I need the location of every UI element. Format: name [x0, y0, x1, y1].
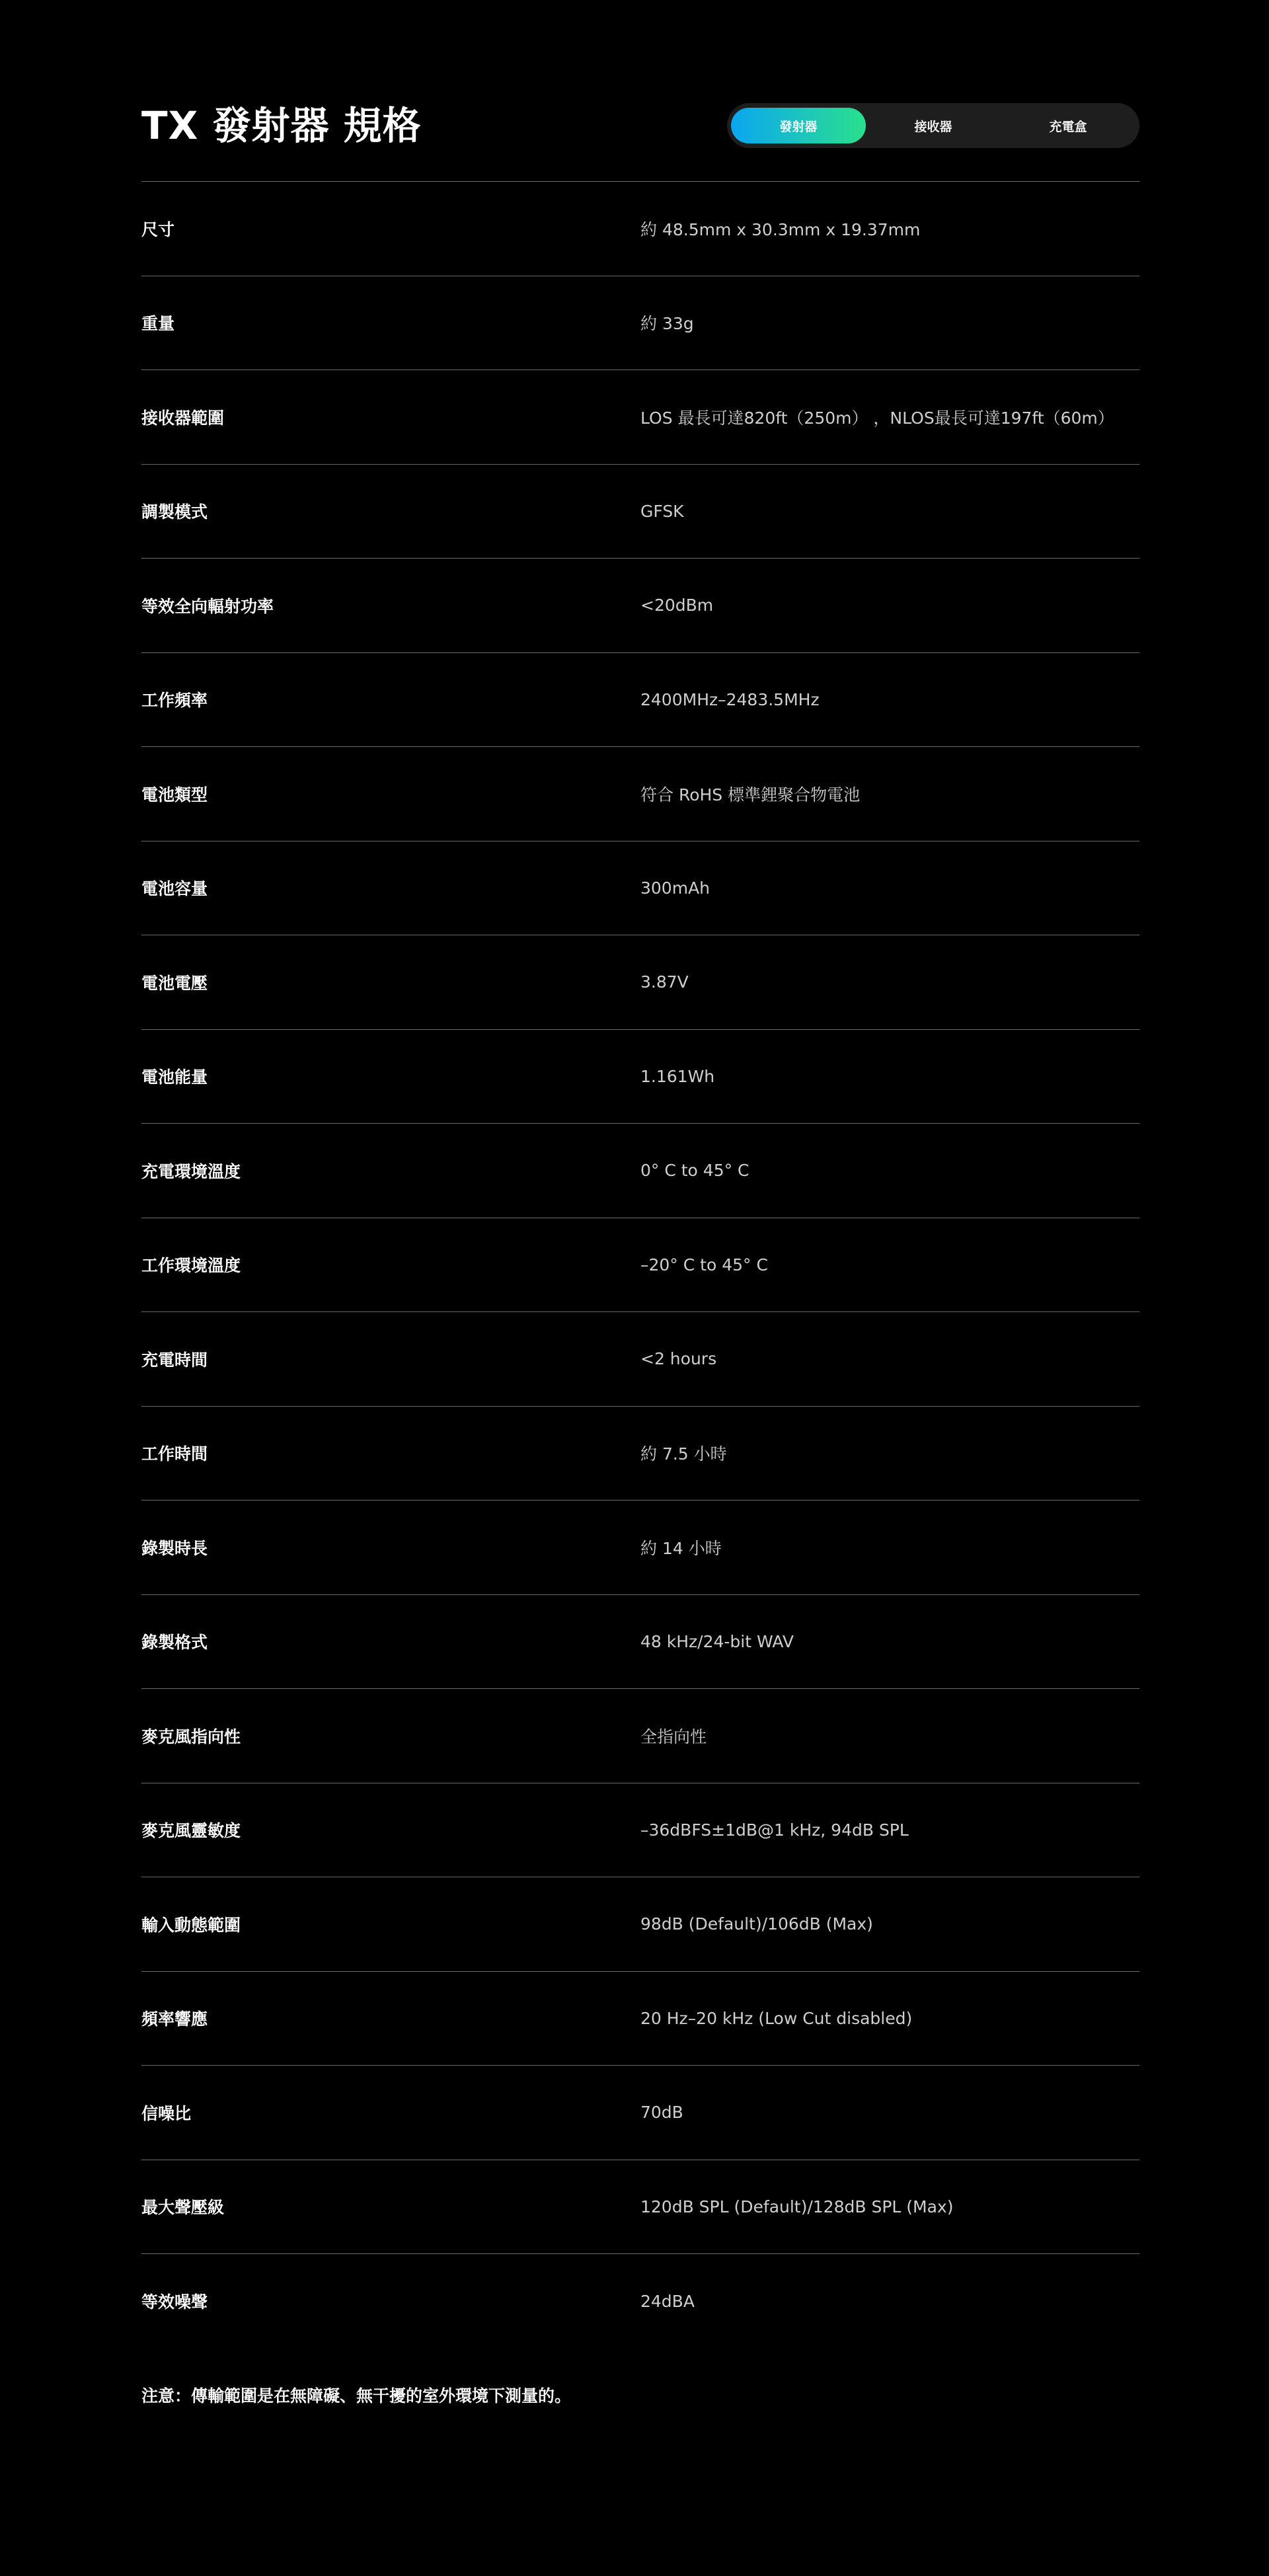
spec-row-weight: [141, 276, 1139, 371]
spec-label: 電池類型: [141, 785, 208, 804]
spec-value: 24dBA: [640, 2291, 695, 2311]
spec-value: <2 hours: [640, 1349, 717, 1369]
spec-value: –36dBFS±1dB@1 kHz, 94dB SPL: [640, 1820, 909, 1840]
footnote: 注意：傳輸範圍是在無障礙、無干擾的室外環境下測量的。: [141, 2386, 572, 2405]
spec-row-charging-time: [141, 1312, 1139, 1407]
spec-row-battery-capacity: [141, 841, 1139, 936]
spec-label: 輸入動態範圍: [141, 1915, 241, 1935]
spec-label: 麥克風靈敏度: [141, 1821, 241, 1841]
spec-value: 48 kHz/24-bit WAV: [640, 1631, 794, 1651]
spec-label: 錄製時長: [141, 1538, 208, 1558]
spec-value: 約 14 小時: [640, 1538, 722, 1558]
spec-row-modulation: [141, 465, 1139, 559]
spec-row-eirp: [141, 559, 1139, 653]
spec-row-equivalent-noise: [141, 2254, 1139, 2349]
spec-value: 98dB (Default)/106dB (Max): [640, 1914, 873, 1934]
spec-label: 充電時間: [141, 1350, 208, 1370]
spec-label: 調製模式: [141, 502, 208, 522]
spec-row-charging-temp: [141, 1124, 1139, 1218]
spec-label: 重量: [141, 314, 175, 334]
product-tab-switch: [727, 103, 1139, 148]
spec-value: 約 48.5mm x 30.3mm x 19.37mm: [640, 219, 921, 239]
spec-row-snr: [141, 2066, 1139, 2160]
spec-row-operating-temp: [141, 1218, 1139, 1313]
spec-label: 接收器範圍: [141, 408, 225, 428]
spec-row-receiver-range: [141, 370, 1139, 465]
spec-row-polar-pattern: [141, 1689, 1139, 1783]
spec-value: 約 33g: [640, 314, 694, 334]
spec-label: 尺寸: [141, 219, 175, 239]
spec-label: 麥克風指向性: [141, 1727, 241, 1746]
spec-value: 20 Hz–20 kHz (Low Cut disabled): [640, 2008, 913, 2028]
spec-row-battery-voltage: [141, 935, 1139, 1030]
spec-header: [141, 99, 1139, 182]
page-title: TX 發射器 規格: [141, 103, 422, 148]
spec-value: 0° C to 45° C: [640, 1161, 750, 1181]
spec-section: [141, 0, 1139, 2407]
spec-row-sensitivity: [141, 1783, 1139, 1878]
spec-label: 電池能量: [141, 1068, 208, 1087]
spec-value: 2400MHz–2483.5MHz: [640, 689, 820, 709]
tab-receiver[interactable]: 接收器: [914, 119, 952, 134]
spec-value: LOS 最長可達820ft（250m） ，NLOS最長可達197ft（60m）: [640, 408, 1114, 428]
spec-value: 3.87V: [640, 972, 689, 992]
spec-value: –20° C to 45° C: [640, 1255, 768, 1274]
spec-row-frequency: [141, 653, 1139, 748]
spec-label: 充電環境溫度: [141, 1161, 241, 1181]
spec-value: 300mAh: [640, 878, 711, 898]
spec-value: 70dB: [640, 2103, 683, 2123]
spec-row-max-spl: [141, 2160, 1139, 2255]
spec-row-frequency-response: [141, 1972, 1139, 2066]
spec-label: 錄製格式: [141, 1633, 208, 1653]
spec-value: <20dBm: [640, 596, 714, 615]
spec-label: 電池容量: [141, 879, 208, 899]
spec-value: GFSK: [640, 501, 684, 521]
spec-value: 約 7.5 小時: [640, 1444, 727, 1464]
spec-value: 120dB SPL (Default)/128dB SPL (Max): [640, 2197, 954, 2216]
spec-row-dynamic-range: [141, 1877, 1139, 1972]
spec-row-recording-time: [141, 1501, 1139, 1595]
spec-label: 電池電壓: [141, 973, 208, 993]
spec-value: 符合 RoHS 標準鋰聚合物電池: [640, 785, 861, 804]
spec-label: 等效全向輻射功率: [141, 596, 274, 616]
spec-row-operating-time: [141, 1407, 1139, 1501]
tab-transmitter[interactable]: 發射器: [731, 108, 866, 143]
spec-row-battery-energy: [141, 1030, 1139, 1124]
tab-charging-case[interactable]: 充電盒: [1049, 119, 1087, 134]
spec-row-battery-type: [141, 747, 1139, 841]
spec-label: 信噪比: [141, 2103, 192, 2123]
spec-row-recording-format: [141, 1595, 1139, 1690]
spec-label: 工作時間: [141, 1444, 208, 1464]
spec-label: 工作頻率: [141, 691, 208, 711]
spec-label: 等效噪聲: [141, 2292, 208, 2312]
spec-value: 1.161Wh: [640, 1066, 715, 1086]
spec-value: 全指向性: [640, 1727, 707, 1746]
spec-label: 工作環境溫度: [141, 1256, 241, 1276]
spec-label: 最大聲壓級: [141, 2198, 225, 2218]
spec-label: 頻率響應: [141, 2010, 208, 2029]
spec-table: [141, 182, 1139, 2349]
spec-row-dimensions: [141, 182, 1139, 276]
